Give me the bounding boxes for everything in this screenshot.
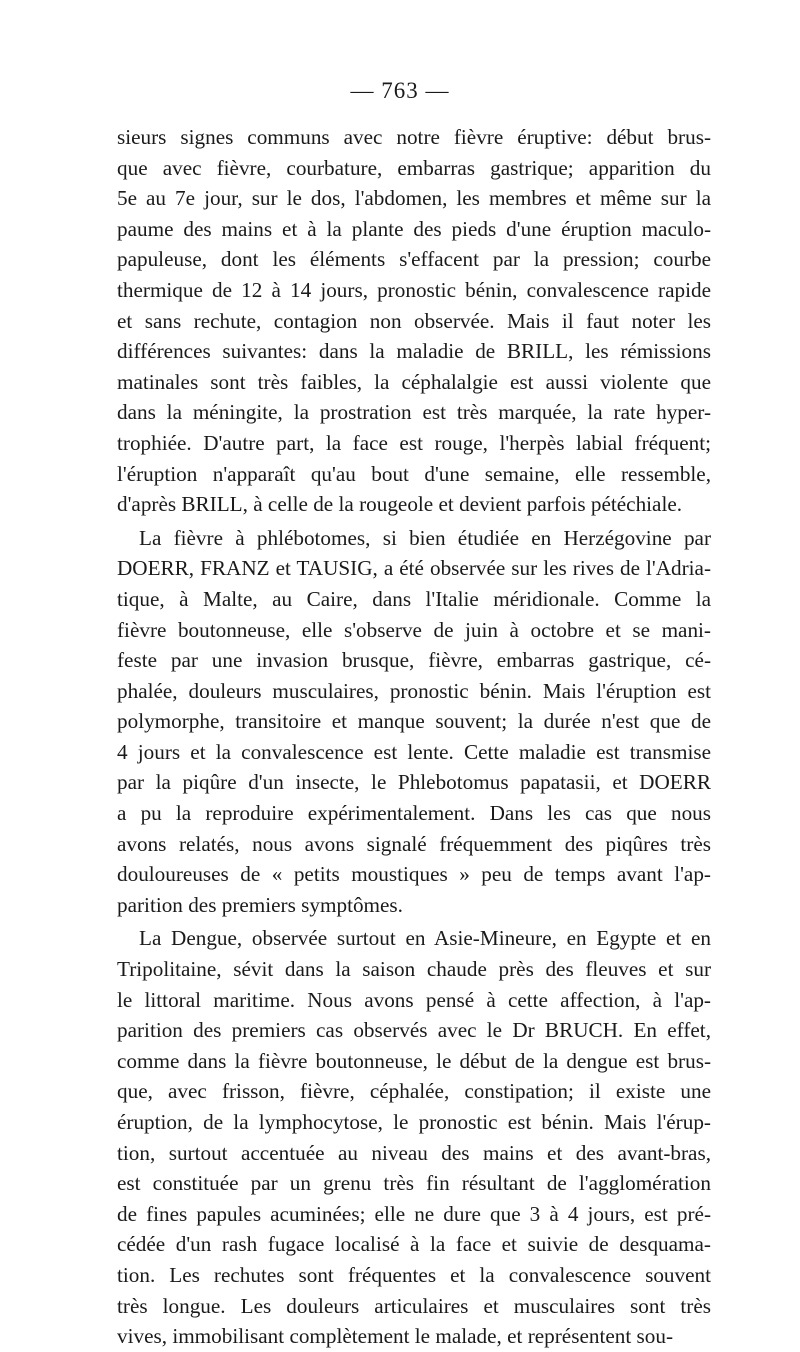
- text-line: tion. Les rechutes sont fréquentes et la convalescence souvent: [117, 1262, 711, 1287]
- text-line: différences suivantes: dans la maladie de BRILL, les rémissions: [117, 339, 711, 364]
- page-number: — 763 —: [350, 78, 450, 103]
- text-line: éruption, de la lymphocytose, le pronostic est bénin. Mais l'érup-: [117, 1110, 711, 1134]
- text-line: 4 jours et la convalescence est lente. Cette maladie est transmise: [117, 739, 711, 764]
- text-line: polymorphe, transitoire et manque souvent; la durée n'est que de: [117, 709, 711, 734]
- text-line: thermique de 12 à 14 jours, pronostic bénin, convalescence rapide: [117, 277, 711, 302]
- body-text: [117, 122, 711, 1352]
- text-line: comme dans la fièvre boutonneuse, le début de la dengue est brus-: [117, 1048, 711, 1073]
- text-line: douloureuses de « petits moustiques » peu de temps avant l'ap-: [117, 862, 711, 887]
- paragraph: [117, 523, 711, 921]
- text-line: phalée, douleurs musculaires, pronostic bénin. Mais l'éruption est: [117, 678, 711, 703]
- text-line: d'après BRILL, à celle de la rougeole et devient parfois pétéchiale.: [117, 492, 683, 517]
- text-line: cédée d'un rash fugace localisé à la face et suivie de desquama-: [117, 1232, 711, 1257]
- text-line: dans la méningite, la prostration est très marquée, la rate hyper-: [117, 400, 711, 425]
- text-line: a pu la reproduire expérimentalement. Dans les cas que nous: [117, 801, 711, 826]
- text-line: sieurs signes communs avec notre fièvre éruptive: début brus-: [117, 125, 711, 149]
- text-line: Tripolitaine, sévit dans la saison chaude près des fleuves et sur: [117, 957, 711, 982]
- text-line: 5e au 7e jour, sur le dos, l'abdomen, les membres et même sur la: [117, 186, 711, 211]
- text-line: et sans rechute, contagion non observée. Mais il faut noter les: [117, 308, 711, 333]
- text-line: DOERR, FRANZ et TAUSIG, a été observée sur les rives de l'Adria-: [117, 556, 711, 581]
- text-line: matinales sont très faibles, la céphalalgie est aussi violente que: [117, 369, 711, 394]
- text-line: trophiée. D'autre part, la face est rouge, l'herpès labial fréquent;: [117, 430, 711, 455]
- text-line: que avec fièvre, courbature, embarras gastrique; apparition du: [117, 155, 711, 180]
- text-line: papuleuse, dont les éléments s'effacent par la pression; courbe: [117, 247, 711, 272]
- text-line: paume des mains et à la plante des pieds d'une éruption maculo-: [117, 216, 711, 241]
- text-line: est constituée par un grenu très fin résultant de l'agglomération: [117, 1171, 711, 1196]
- text-line: tique, à Malte, au Caire, dans l'Italie méridionale. Comme la: [117, 586, 711, 611]
- paragraph: [117, 122, 711, 520]
- text-line: fièvre boutonneuse, elle s'observe de juin à octobre et se mani-: [117, 617, 711, 642]
- text-line: par la piqûre d'un insecte, le Phlebotomus papatasii, et DOERR: [117, 770, 711, 795]
- text-line: le littoral maritime. Nous avons pensé à cette affection, à l'ap-: [117, 987, 711, 1012]
- text-line: vives, immobilisant complètement le malade, et représentent sou-: [117, 1324, 674, 1349]
- text-line: tion, surtout accentuée au niveau des mains et des avant-bras,: [117, 1140, 711, 1165]
- text-line: La fièvre à phlébotomes, si bien étudiée en Herzégovine par: [139, 525, 711, 550]
- text-line: avons relatés, nous avons signalé fréquemment des piqûres très: [117, 831, 711, 856]
- text-line: parition des premiers cas observés avec le Dr BRUCH. En effet,: [117, 1018, 711, 1043]
- paragraph: [117, 923, 711, 1351]
- text-line: très longue. Les douleurs articulaires et musculaires sont très: [117, 1293, 711, 1318]
- text-line: l'éruption n'apparaît qu'au bout d'une semaine, elle ressemble,: [117, 461, 711, 486]
- text-line: de fines papules acuminées; elle ne dure que 3 à 4 jours, est pré-: [117, 1201, 711, 1226]
- text-line: parition des premiers symptômes.: [117, 892, 403, 917]
- text-line: feste par une invasion brusque, fièvre, embarras gastrique, cé-: [117, 648, 711, 673]
- text-line: que, avec frisson, fièvre, céphalée, constipation; il existe une: [117, 1079, 711, 1104]
- text-line: La Dengue, observée surtout en Asie-Mineure, en Egypte et en: [139, 926, 711, 951]
